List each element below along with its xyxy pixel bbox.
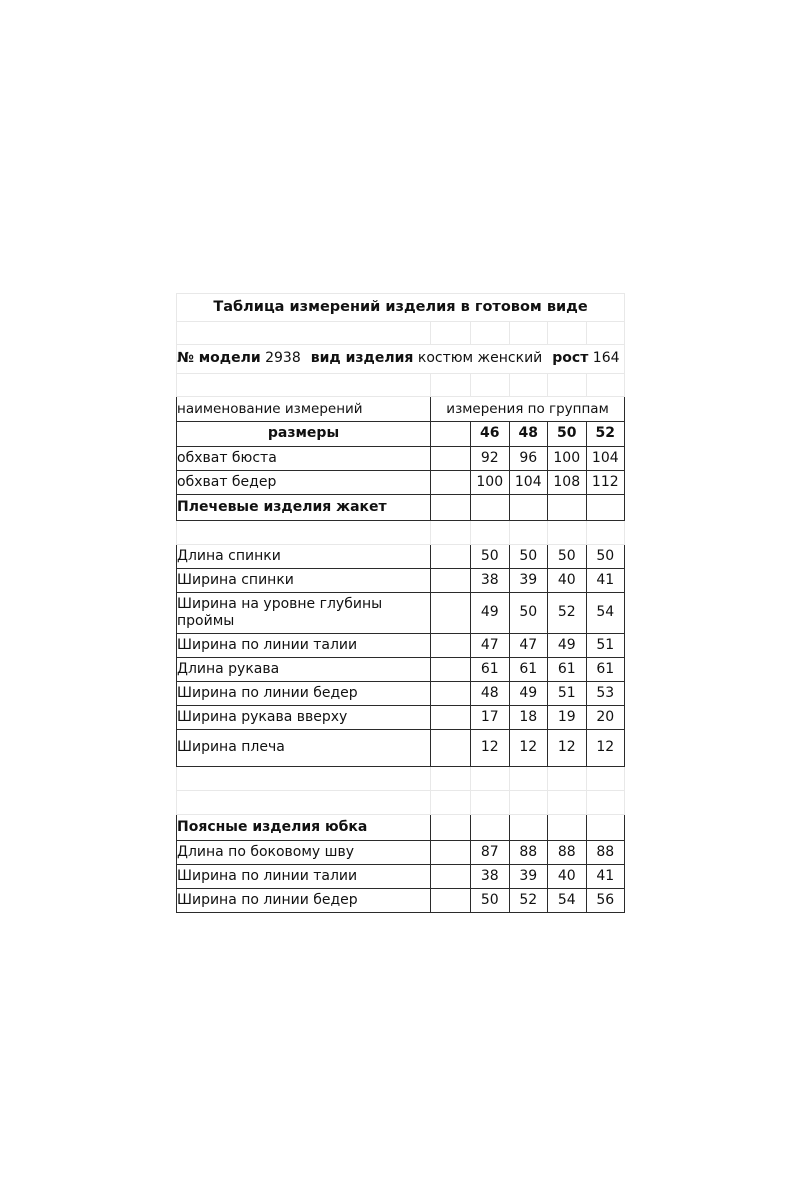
page-title: Таблица измерений изделия в готовом виде <box>177 294 625 322</box>
measurement-value: 52 <box>509 889 548 913</box>
measurement-name: Ширина спинки <box>177 569 431 593</box>
model-value: 2938 <box>265 350 301 367</box>
spacer-cell <box>431 374 471 397</box>
measurement-name: Длина спинки <box>177 545 431 569</box>
measurement-value: 49 <box>471 593 510 634</box>
table-row <box>177 447 625 471</box>
spacer-cell <box>471 791 510 815</box>
measurement-value: 12 <box>471 730 510 767</box>
table-row <box>177 658 625 682</box>
measurement-value: 50 <box>509 593 548 634</box>
section-blank-cell <box>509 495 548 521</box>
spacer-cell <box>177 791 431 815</box>
measurement-value: 41 <box>586 569 625 593</box>
measurement-name: обхват бюста <box>177 447 431 471</box>
measurement-value: 39 <box>509 865 548 889</box>
measurement-value: 61 <box>471 658 510 682</box>
measurement-value: 38 <box>471 569 510 593</box>
measurement-value: 92 <box>471 447 510 471</box>
section-heading-row-skirt <box>177 815 625 841</box>
measurement-table <box>176 293 625 913</box>
table-row <box>177 593 625 634</box>
table-row <box>177 569 625 593</box>
sizes-header-row <box>177 422 625 447</box>
measurement-value: 61 <box>548 658 587 682</box>
section-heading-row-jacket <box>177 495 625 521</box>
measurement-name: Ширина плеча <box>177 730 431 767</box>
spacer-row <box>177 521 625 545</box>
spacer-cell <box>177 374 431 397</box>
measurement-value: 19 <box>548 706 587 730</box>
table-row <box>177 545 625 569</box>
gap-cell <box>431 634 471 658</box>
measurement-value: 12 <box>586 730 625 767</box>
measurement-value: 41 <box>586 865 625 889</box>
section-blank-cell <box>431 495 471 521</box>
gap-cell <box>431 447 471 471</box>
measurement-value: 88 <box>586 841 625 865</box>
spacer-row <box>177 767 625 791</box>
measurement-value: 87 <box>471 841 510 865</box>
measurement-value: 50 <box>471 889 510 913</box>
measurement-name: Ширина на уровне глубины проймы <box>177 593 431 634</box>
spacer-cell <box>548 767 587 791</box>
measurement-value: 100 <box>471 471 510 495</box>
measurement-value: 50 <box>586 545 625 569</box>
measurement-value: 61 <box>586 658 625 682</box>
sizes-label: размеры <box>177 422 431 447</box>
section-blank-cell <box>586 815 625 841</box>
measurement-name: обхват бедер <box>177 471 431 495</box>
size-header-46: 46 <box>471 422 510 447</box>
gap-cell <box>431 889 471 913</box>
spacer-cell <box>548 374 587 397</box>
spacer-cell <box>431 791 471 815</box>
model-label: № модели <box>177 350 261 367</box>
section-blank-cell <box>471 495 510 521</box>
model-info-row <box>177 345 625 374</box>
measurement-name: Ширина по линии талии <box>177 865 431 889</box>
measurement-value: 100 <box>548 447 587 471</box>
gap-cell <box>431 422 471 447</box>
product-type-value: костюм женский <box>417 350 543 367</box>
spacer-cell <box>177 767 431 791</box>
gap-cell <box>431 569 471 593</box>
measurement-name: Ширина по линии бедер <box>177 889 431 913</box>
section-blank-cell <box>431 815 471 841</box>
table-row <box>177 730 625 767</box>
spacer-cell <box>431 767 471 791</box>
section-blank-cell <box>471 815 510 841</box>
measurement-value: 49 <box>548 634 587 658</box>
measurement-value: 12 <box>548 730 587 767</box>
gap-cell <box>431 545 471 569</box>
measurement-name: Длина по боковому шву <box>177 841 431 865</box>
measurement-name: Ширина рукава вверху <box>177 706 431 730</box>
height-label: рост <box>552 350 589 367</box>
spacer-row <box>177 374 625 397</box>
spacer-cell <box>471 374 510 397</box>
table-row <box>177 634 625 658</box>
measurement-value: 104 <box>586 447 625 471</box>
spacer-cell <box>586 791 625 815</box>
section-blank-cell <box>509 815 548 841</box>
section-blank-cell <box>548 815 587 841</box>
measurement-name: Ширина по линии талии <box>177 634 431 658</box>
gap-cell <box>431 865 471 889</box>
measurement-value: 50 <box>509 545 548 569</box>
spacer-cell <box>548 521 587 545</box>
gap-cell <box>431 730 471 767</box>
measurement-value: 104 <box>509 471 548 495</box>
gap-cell <box>431 593 471 634</box>
spacer-cell <box>509 374 548 397</box>
model-info <box>177 345 625 374</box>
spacer-cell <box>586 322 625 345</box>
table-row <box>177 471 625 495</box>
measurement-value: 88 <box>509 841 548 865</box>
measurement-name: Ширина по линии бедер <box>177 682 431 706</box>
measurement-value: 56 <box>586 889 625 913</box>
gap-cell <box>431 841 471 865</box>
spacer-row <box>177 791 625 815</box>
measurement-value: 47 <box>471 634 510 658</box>
measurement-value: 48 <box>471 682 510 706</box>
spacer-cell <box>586 521 625 545</box>
measurement-value: 53 <box>586 682 625 706</box>
header-name-column: наименование измерений <box>177 397 431 422</box>
measurement-value: 61 <box>509 658 548 682</box>
measurement-value: 47 <box>509 634 548 658</box>
table-row <box>177 682 625 706</box>
measurement-value: 108 <box>548 471 587 495</box>
measurement-name: Длина рукава <box>177 658 431 682</box>
spacer-cell <box>431 322 471 345</box>
size-header-52: 52 <box>586 422 625 447</box>
measurement-value: 50 <box>548 545 587 569</box>
spacer-cell <box>586 767 625 791</box>
measurement-value: 17 <box>471 706 510 730</box>
measurement-sheet <box>176 293 624 913</box>
section-heading: Плечевые изделия жакет <box>177 495 431 521</box>
measurement-value: 54 <box>548 889 587 913</box>
size-header-50: 50 <box>548 422 587 447</box>
measurement-value: 40 <box>548 569 587 593</box>
measurement-value: 38 <box>471 865 510 889</box>
measurement-value: 49 <box>509 682 548 706</box>
table-row <box>177 865 625 889</box>
table-row <box>177 841 625 865</box>
spacer-cell <box>471 521 510 545</box>
measurement-value: 112 <box>586 471 625 495</box>
section-blank-cell <box>548 495 587 521</box>
gap-cell <box>431 682 471 706</box>
table-row <box>177 889 625 913</box>
measurement-value: 51 <box>586 634 625 658</box>
height-value: 164 <box>592 350 620 367</box>
spacer-cell <box>509 521 548 545</box>
spacer-cell <box>509 322 548 345</box>
table-row <box>177 706 625 730</box>
measurement-value: 50 <box>471 545 510 569</box>
spacer-cell <box>471 322 510 345</box>
measurement-value: 12 <box>509 730 548 767</box>
section-blank-cell <box>586 495 625 521</box>
measurement-value: 52 <box>548 593 587 634</box>
gap-cell <box>431 471 471 495</box>
measurement-value: 96 <box>509 447 548 471</box>
gap-cell <box>431 706 471 730</box>
column-header-row <box>177 397 625 422</box>
spacer-cell <box>586 374 625 397</box>
gap-cell <box>431 658 471 682</box>
measurement-value: 18 <box>509 706 548 730</box>
title-row <box>177 294 625 322</box>
measurement-value: 51 <box>548 682 587 706</box>
spacer-cell <box>177 521 431 545</box>
product-type-label: вид изделия <box>310 350 414 367</box>
measurement-value: 88 <box>548 841 587 865</box>
measurement-value: 20 <box>586 706 625 730</box>
size-header-48: 48 <box>509 422 548 447</box>
spacer-cell <box>431 521 471 545</box>
measurement-value: 40 <box>548 865 587 889</box>
spacer-cell <box>509 791 548 815</box>
spacer-cell <box>509 767 548 791</box>
spacer-cell <box>177 322 431 345</box>
header-groups-column: измерения по группам <box>431 397 625 422</box>
measurement-value: 39 <box>509 569 548 593</box>
spacer-cell <box>548 322 587 345</box>
spacer-cell <box>471 767 510 791</box>
section-heading: Поясные изделия юбка <box>177 815 431 841</box>
measurement-value: 54 <box>586 593 625 634</box>
spacer-cell <box>548 791 587 815</box>
spacer-row <box>177 322 625 345</box>
